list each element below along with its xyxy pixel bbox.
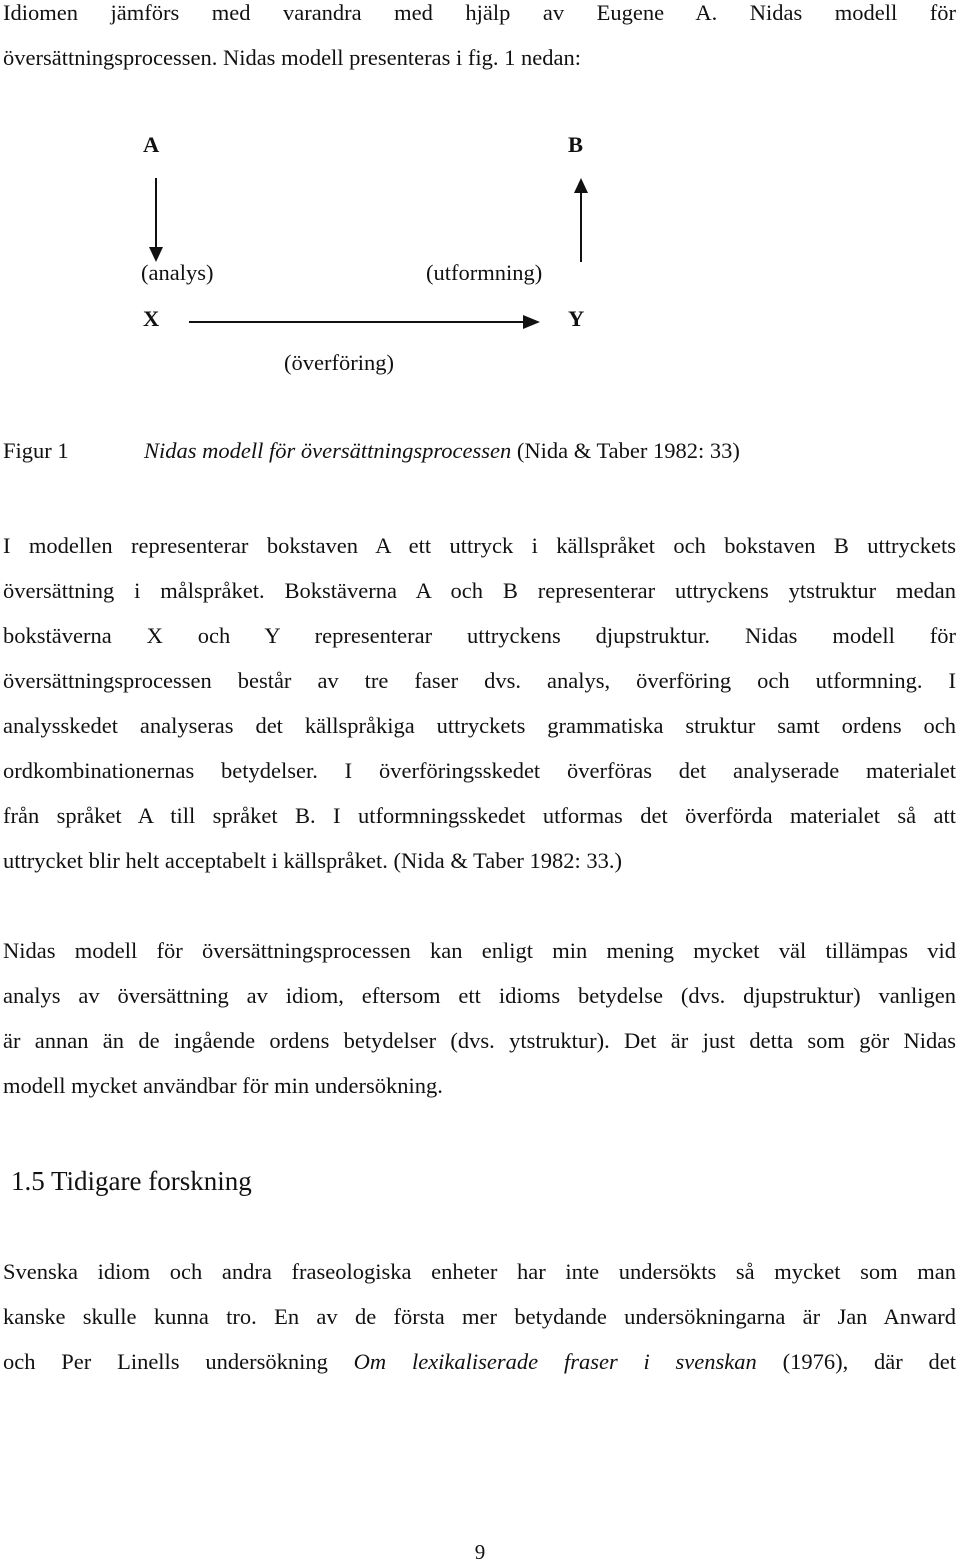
text-line: Nidas modell för översättningsprocessen kan enligt min mening mycket väl tillämpas vid [3, 938, 956, 963]
text-line: Idiomen jämförs med varandra med hjälp av Eugene A. Nidas modell för [3, 0, 956, 25]
text-line: översättning i målspråket. Bokstäverna A och B representerar uttryckens ytstruktur medan [3, 578, 956, 603]
paragraph-model-explanation [3, 523, 956, 883]
diagram-label-x: X [143, 306, 160, 331]
text-line: ordkombinationernas betydelser. I överföringsskedet överföras det analyserade materialet [3, 758, 956, 783]
figure-title: Nidas modell för översättningsprocessen [144, 438, 512, 463]
text-line: är annan än de ingående ordens betydelser (dvs. ytstruktur). Det är just detta som gör Nidas [3, 1028, 956, 1053]
diagram-label-a: A [143, 132, 160, 157]
diagram-label-utformning: (utformning) [426, 260, 543, 285]
text-line: bokstäverna X och Y representerar uttryckens djupstruktur. Nidas modell för [3, 623, 956, 648]
arrow-x-to-y-head [523, 315, 540, 329]
diagram-label-y: Y [568, 306, 585, 331]
text-line: översättningsprocessen består av tre faser dvs. analys, överföring och utformning. I [3, 668, 956, 693]
text-line: analysskedet analyseras det källspråkiga uttryckets grammatiska struktur samt ordens och [3, 713, 956, 738]
page-number: 9 [474, 1540, 486, 1564]
text-run: (1976), där det [756, 1349, 956, 1374]
diagram-arrows [0, 0, 960, 400]
cited-work-title: Om lexikaliserade fraser i svenskan [353, 1349, 757, 1374]
diagram-label-analys: (analys) [141, 260, 214, 285]
text-line: Svenska idiom och andra fraseologiska enheter har inte undersökts så mycket som man [3, 1259, 956, 1284]
text-line: översättningsprocessen. Nidas modell presenteras i fig. 1 nedan: [3, 45, 581, 70]
text-line: analys av översättning av idiom, eftersom ett idioms betydelse (dvs. djupstruktur) vanligen [3, 983, 956, 1008]
figure-source: (Nida & Taber 1982: 33) [511, 438, 740, 463]
arrow-y-to-b-head [574, 178, 588, 193]
text-line: modell mycket användbar för min undersökning. [3, 1073, 443, 1098]
figure-caption-text [144, 438, 740, 464]
text-line [3, 1339, 956, 1384]
text-line: kanske skulle kunna tro. En av de första mer betydande undersökningarna är Jan Anward [3, 1304, 956, 1329]
diagram-label-overforing: (överföring) [284, 350, 394, 375]
nida-model-diagram [0, 0, 960, 400]
text-line: från språket A till språket B. I utformningsskedet utformas det överförda materialet så att [3, 803, 956, 828]
paragraph-previous-research [3, 1249, 956, 1384]
text-line: I modellen representerar bokstaven A ett uttryck i källspråket och bokstaven B uttryckets [3, 533, 956, 558]
text-run: och Per Linells undersökning [3, 1349, 354, 1374]
section-heading: 1.5 Tidigare forskning [11, 1166, 252, 1196]
paragraph-model-application [3, 928, 956, 1108]
text-line: uttrycket blir helt acceptabelt i källspråket. (Nida & Taber 1982: 33.) [3, 848, 623, 873]
figure-number: Figur 1 [3, 438, 69, 463]
diagram-label-b: B [568, 132, 584, 157]
